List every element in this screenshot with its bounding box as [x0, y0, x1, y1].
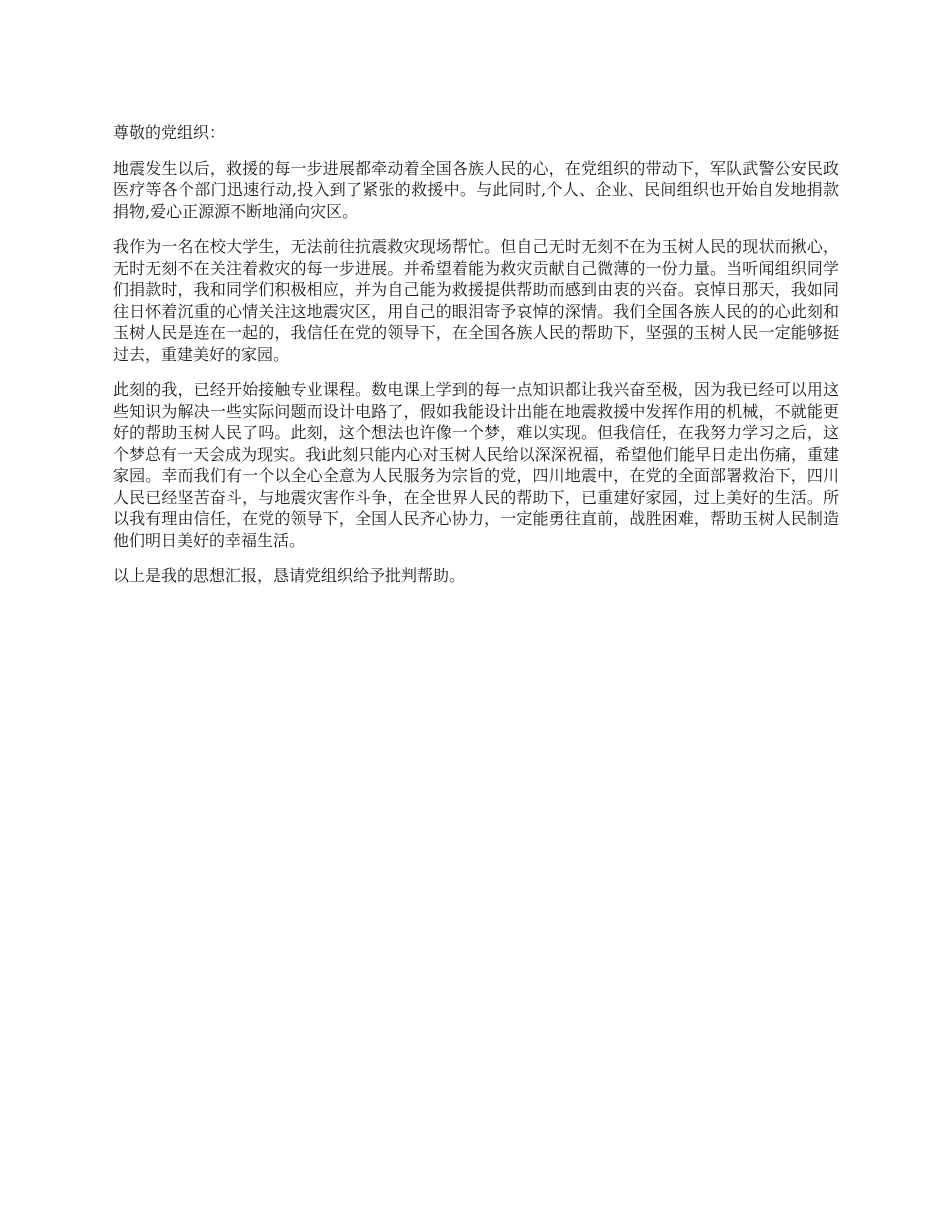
closing-line: 以上是我的思想汇报，恳请党组织给予批判帮助。 — [113, 566, 466, 585]
salutation: 尊敬的党组织： — [113, 123, 226, 142]
paragraph-1: 地震发生以后，救援的每一步进展都牵动着全国各族人民的心，在党组织的带动下，军队武警公安民政医疗等各个部门迅速行动,投入到了紧张的救援中。与此同时,个人、企业、民间组织也开始自发地捐款捐物,爱心正源源不断地涌向灾区。 — [113, 158, 839, 221]
paragraph-3: 此刻的我，已经开始接触专业课程。数电课上学到的每一点知识都让我兴奋至极，因为我已经可以用这些知识为解决一些实际问题而设计电路了，假如我能设计出能在地震救援中发挥作用的机械，不就能更好的帮助玉树人民了吗。此刻，这个想法也许像一个梦，难以实现。但我信任，在我努力学习之后，这个梦总有一天会成为现实。我i此刻只能内心对玉树人民给以深深祝福，希望他们能早日走出伤痛，重建家园。幸而我们有一个以全心全意为人民服务为宗旨的党，四川地震中，在党的全面部署救治下，四川人民已经坚苦奋斗，与地震灾害作斗争，在全世界人民的帮助下，已重建好家园，过上美好的生活。所以我有理由信任，在党的领导下，全国人民齐心协力，一定能勇往直前，战胜困难，帮助玉树人民制造他们明日美好的幸福生活。 — [113, 380, 839, 550]
paragraph-2: 我作为一名在校大学生，无法前往抗震救灾现场帮忙。但自己无时无刻不在为玉树人民的现状而揪心，无时无刻不在关注着救灾的每一步进展。并希望着能为救灾贡献自己微薄的一份力量。当听闻组织同学们捐款时，我和同学们积极相应，并为自己能为救援提供帮助而感到由衷的兴奋。哀悼日那天，我如同往日怀着沉重的心情关注这地震灾区，用自己的眼泪寄予哀悼的深情。我们全国各族人民的的心此刻和玉树人民是连在一起的，我信任在党的领导下，在全国各族人民的帮助下，坚强的玉树人民一定能够挺过去，重建美好的家园。 — [113, 237, 839, 364]
document-body — [113, 122, 839, 587]
